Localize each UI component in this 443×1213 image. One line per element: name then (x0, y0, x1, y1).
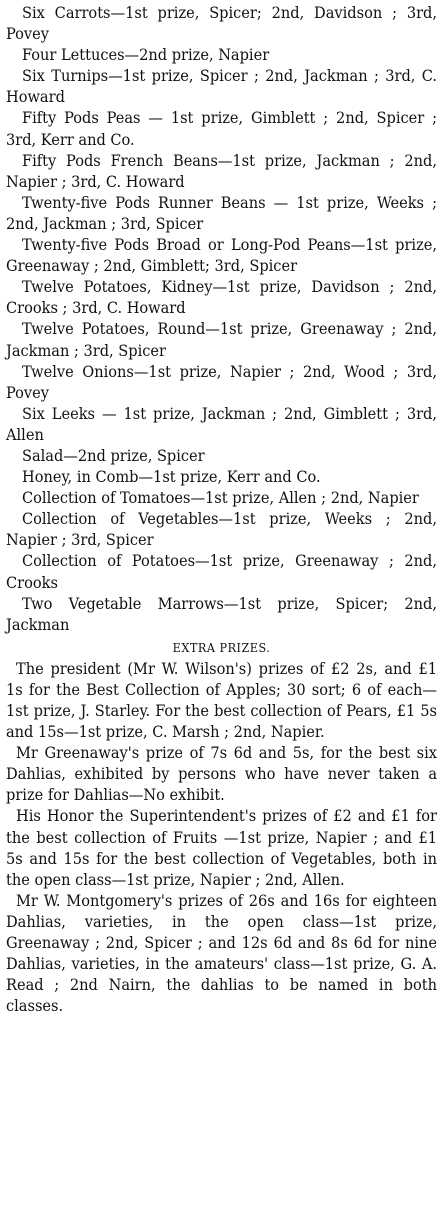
extra-prize-greenaway: Mr Greenaway's prize of 7s 6d and 5s, for the best six Dahlias, exhibited by persons who have never taken a prize for Dahlias—No exhibit. (6, 743, 437, 805)
prize-entry-carrots: Six Carrots—1st prize, Spicer; 2nd, Davidson ; 3rd, Povey (6, 3, 437, 44)
prize-entry-lettuces: Four Lettuces—2nd prize, Napier (22, 45, 270, 65)
prize-entry-turnips: Six Turnips—1st prize, Spicer ; 2nd, Jackman ; 3rd, C. Howard (6, 66, 437, 107)
extra-prize-superintendent: His Honor the Superintendent's prizes of £2 and £1 for the best collection of Fruits —1st prize, Napier ; and £1 5s and 15s for the best collection of Vegetables, both in the open class—1st prize, Napier ; 2nd, Allen. (6, 806, 437, 889)
extra-prize-montgomery: Mr W. Montgomery's prizes of 26s and 16s for eighteen Dahlias, varieties, in the open class—1st prize, Greenaway ; 2nd, Spicer ; and 12s 6d and 8s 6d for nine Dahlias, varieties, in the amateurs' class—1st prize, G. A. Read ; 2nd Nairn, the dahlias to be named in both classes. (6, 890, 437, 1016)
prize-entry-potatoes-kidney: Twelve Potatoes, Kidney—1st prize, Davidson ; 2nd, Crooks ; 3rd, C. Howard (6, 277, 437, 318)
prize-entry-runner-beans: Twenty-five Pods Runner Beans — 1st prize, Weeks ; 2nd, Jackman ; 3rd, Spicer (6, 192, 437, 233)
prize-entry-vegetables: Collection of Vegetables—1st prize, Weeks ; 2nd, Napier ; 3rd, Spicer (6, 509, 437, 550)
prize-entry-salad: Salad—2nd prize, Spicer (22, 445, 205, 465)
extra-prizes-heading: EXTRA PRIZES. (172, 639, 271, 655)
prize-entry-potatoes-collection: Collection of Potatoes—1st prize, Greenaway ; 2nd, Crooks (6, 551, 437, 592)
extra-prize-president: The president (Mr W. Wilson's) prizes of £2 2s, and £1 1s for the Best Collection of Apples; 30 sort; 6 of each—1st prize, J. Starley. For the best collection of Pears, £1 5s and 15s—1st prize, C. Marsh ; 2nd, Napier. (6, 658, 437, 742)
prize-entry-french-beans: Fifty Pods French Beans—1st prize, Jackman ; 2nd, Napier ; 3rd, C. Howard (6, 150, 437, 191)
prize-entry-marrows: Two Vegetable Marrows—1st prize, Spicer; 2nd, Jackman (6, 593, 437, 634)
prize-entry-broad-peans: Twenty-five Pods Broad or Long-Pod Peans—1st prize, Greenaway ; 2nd, Gimblett; 3rd, Spicer (6, 235, 437, 276)
prize-entry-peas: Fifty Pods Peas — 1st prize, Gimblett ; 2nd, Spicer ; 3rd, Kerr and Co. (6, 108, 437, 149)
prize-entry-leeks: Six Leeks — 1st prize, Jackman ; 2nd, Gimblett ; 3rd, Allen (6, 403, 437, 444)
prize-entry-onions: Twelve Onions—1st prize, Napier ; 2nd, Wood ; 3rd, Povey (6, 361, 437, 402)
prize-entry-tomatoes: Collection of Tomatoes—1st prize, Allen ; 2nd, Napier (22, 488, 419, 508)
prize-entry-potatoes-round: Twelve Potatoes, Round—1st prize, Greenaway ; 2nd, Jackman ; 3rd, Spicer (6, 319, 437, 360)
prize-entry-honey: Honey, in Comb—1st prize, Kerr and Co. (22, 467, 321, 487)
